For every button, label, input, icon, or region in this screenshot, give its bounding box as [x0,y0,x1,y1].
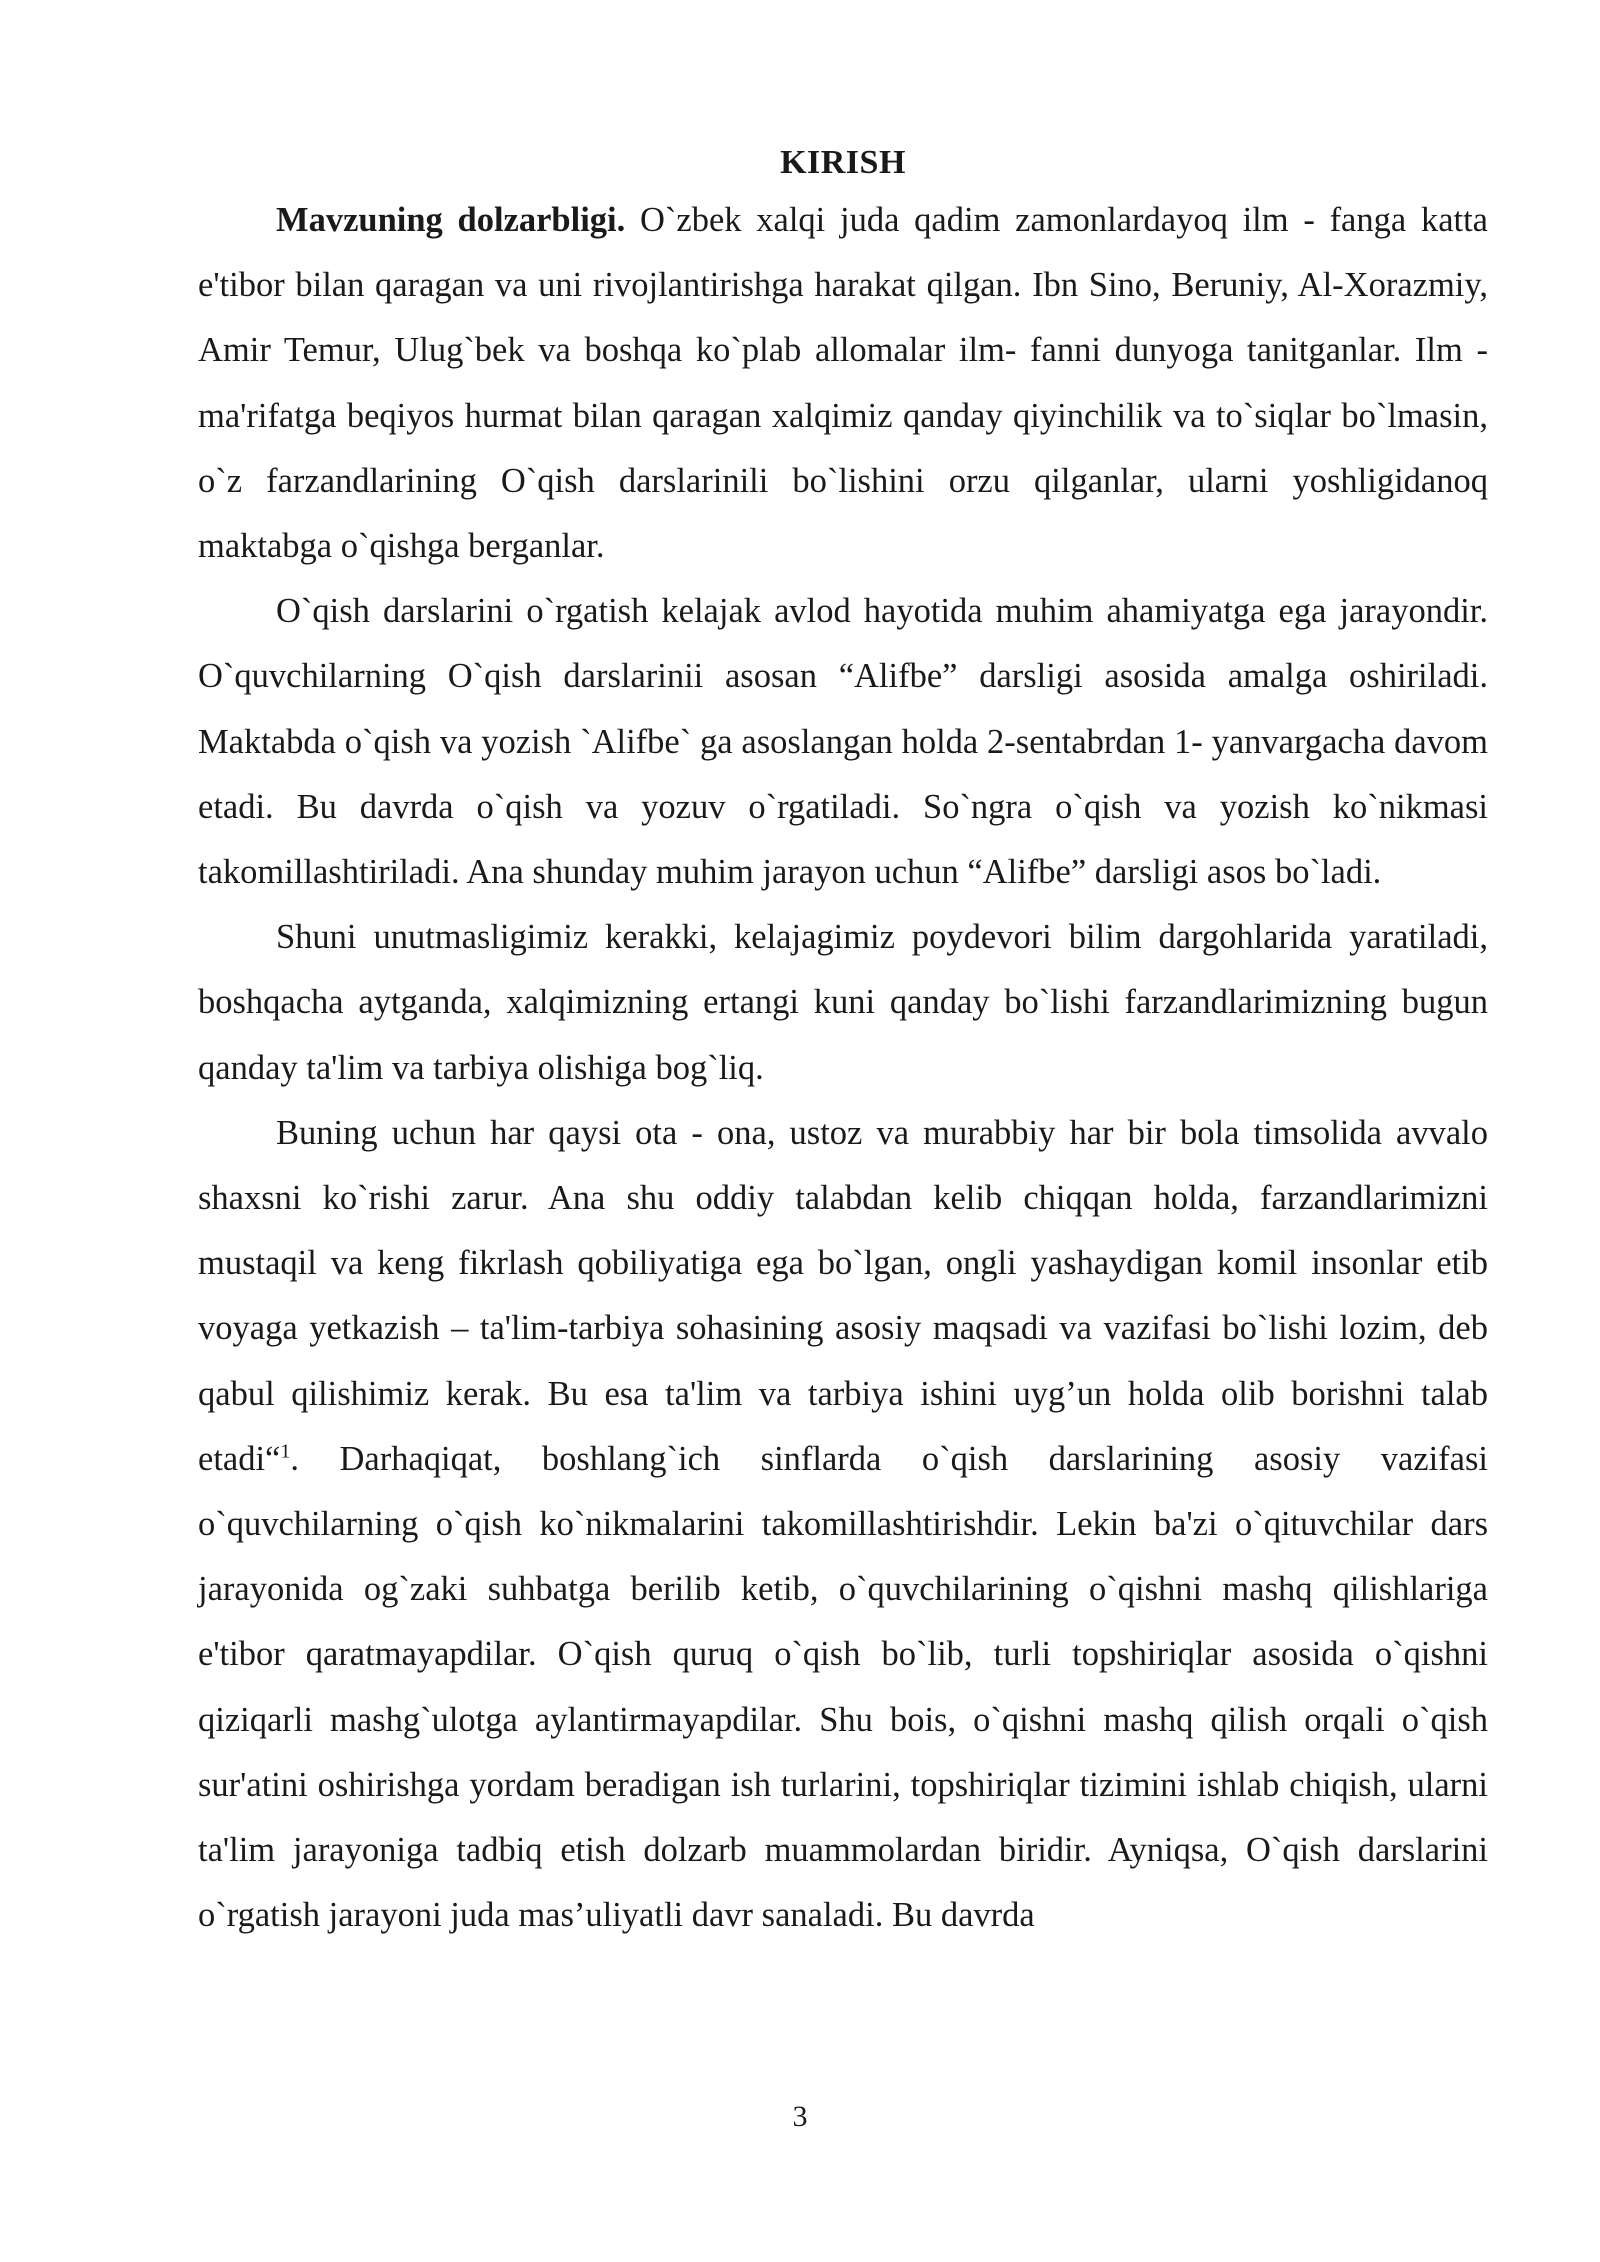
paragraph-text: Shuni unutmasligimiz kerakki, kelajagimiz poydevori bilim dargohlarida yaratiladi, boshqacha aytganda, xalqimizning ertangi kuni qanday bo`lishi farzandlarimizning bugun qanday ta'lim va tarbiya olishiga bog`liq. [198,918,1488,1087]
paragraph-topicality [198,188,1488,579]
paragraph-lead: Mavzuning dolzarbligi. [276,201,626,239]
paragraph-education-goals [198,1101,1488,1949]
footnote-reference[interactable]: 1 [280,1440,291,1463]
paragraph-text: O`qish darslarini o`rgatish kelajak avlod hayotida muhim ahamiyatga ega jarayondir. O`quvchilarning O`qish darslarinii asosan “Alifbe” darsligi asosida amalga oshiriladi. Maktabda o`qish va yozish `Alifbe` ga asoslangan holda 2-sentabrdan 1- yanvargacha davom etadi. Bu davrda o`qish va yozuv o`rgatiladi. So`ngra o`qish va yozish ko`nikmasi takomillashtiriladi. Ana shunday muhim jarayon uchun “Alifbe” darsligi asos bo`ladi. [198,592,1488,892]
page-number: 3 [792,2100,808,2133]
paragraph-text: O`zbek xalqi juda qadim zamonlardayoq ilm - fanga katta e'tibor bilan qaragan va uni rivojlantirishga harakat qilgan. Ibn Sino, Beruniy, Al-Xorazmiy, Amir Temur, Ulug`bek va boshqa ko`plab allomalar ilm- fanni dunyoga tanitganlar. Ilm - ma'rifatga beqiyos hurmat bilan qaragan xalqimiz qanday qiyinchilik va to`siqlar bo`lmasin, o`z farzandlarining O`qish darslarinili bo`lishini orzu qilganlar, ularni yoshligidanoq maktabga o`qishga berganlar. [198,201,1488,566]
paragraph-text-before-footnote: Buning uchun har qaysi ota - ona, ustoz va murabbiy har bir bola timsolida avvalo shaxsni ko`rishi zarur. Ana shu oddiy talabdan kelib chiqqan holda, farzandlarimizni mustaqil va keng fikrlash qobiliyatiga ega bo`lgan, ongli yashaydigan komil insonlar etib voyaga yetkazish – ta'lim-tarbiya sohasining asosiy maqsadi va vazifasi bo`lishi lozim, deb qabul qilishimiz kerak. Bu esa ta'lim va tarbiya ishini uyg’un holda olib borishni talab etadi“ [198,1113,1488,1478]
paragraph-future-foundation [198,905,1488,1101]
page-content [198,138,1488,1948]
paragraph-text-after-footnote: . Darhaqiqat, boshlang`ich sinflarda o`qish darslarining asosiy vazifasi o`quvchilarning o`qish ko`nikmalarini takomillashtirishdir. Lekin ba'zi o`qituvchilar dars jarayonida og`zaki suhbatga berilib ketib, o`quvchilarining o`qishni mashq qilishlariga e'tibor qaratmayapdilar. O`qish quruq o`qish bo`lib, turli topshiriqlar asosida o`qishni qiziqarli mashg`ulotga aylantirmayapdilar. Shu bois, o`qishni mashq qilish orqali o`qish sur'atini oshirishga yordam beradigan ish turlarini, topshiriqlar tizimini ishlab chiqish, ularni ta'lim jarayoniga tadbiq etish dolzarb muammolardan biridir. Ayniqsa, O`qish darslarini o`rgatish jarayoni juda mas’uliyatli davr sanaladi. Bu davrda [198,1439,1488,1935]
page-heading: KIRISH [780,144,906,181]
paragraph-reading-lessons [198,579,1488,905]
